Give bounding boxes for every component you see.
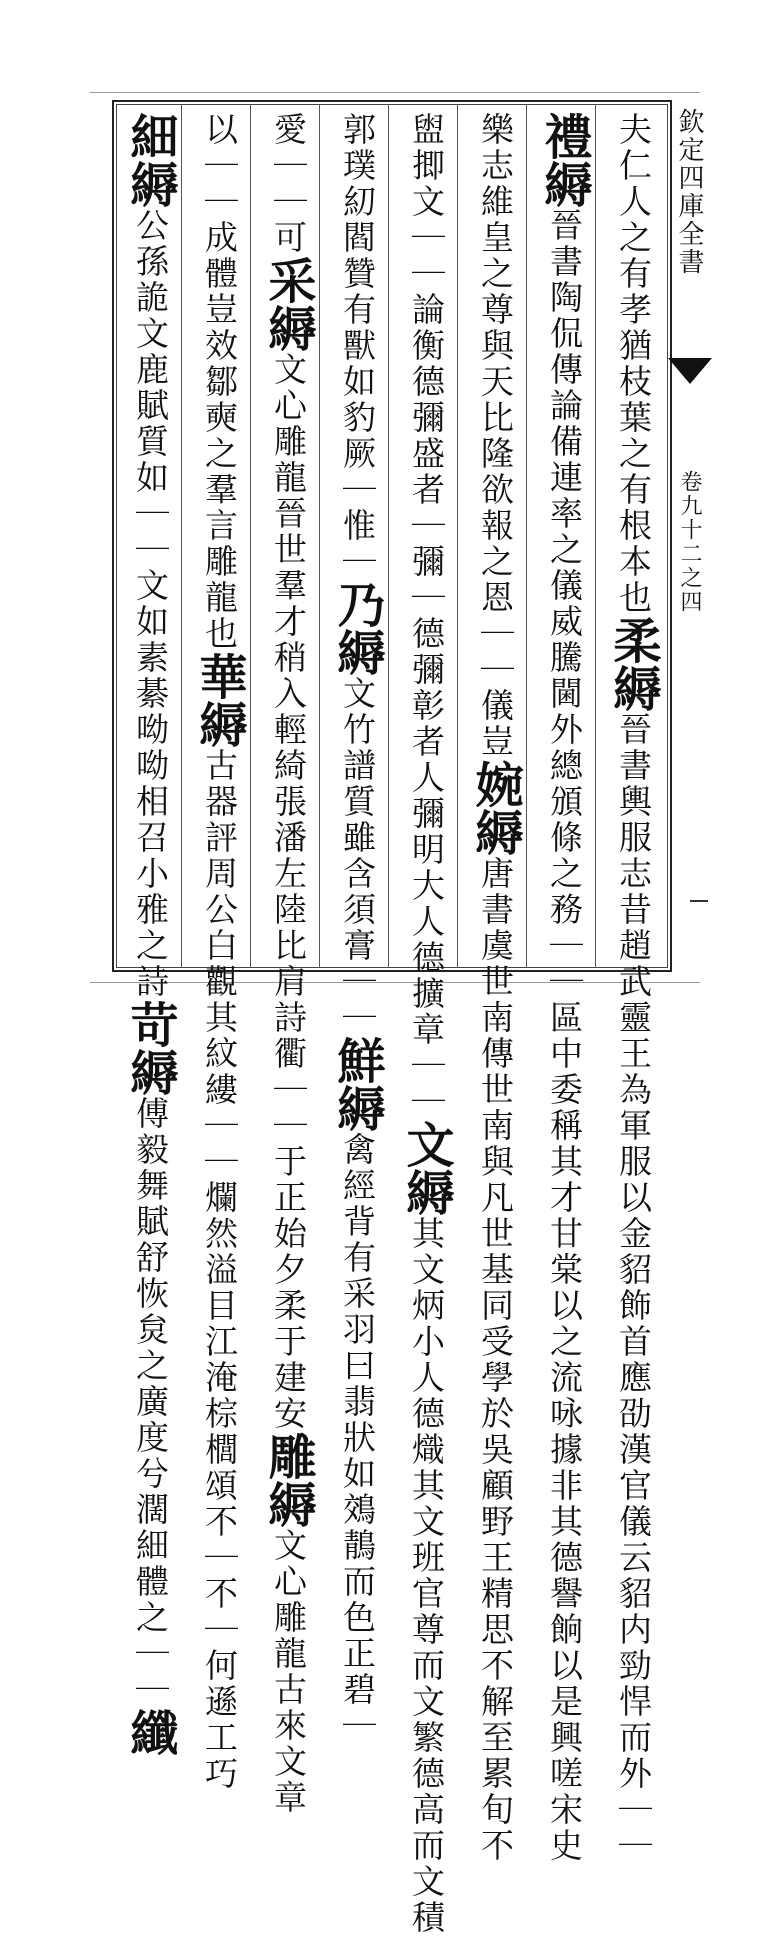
- column-rule: [181, 104, 182, 968]
- entry-heading: 乃縟: [329, 580, 385, 676]
- entry-text: 古器評周公白觀其紋縷｜｜爛然溢目江淹棕櫚頌不｜不｜何遜工巧: [200, 748, 239, 1792]
- entry-text: 傅毅舞賦舒恢炱之廣度兮濶細體之｜｜: [131, 1096, 170, 1708]
- entry-text: 愛｜｜可: [269, 112, 308, 256]
- text-column-1: [604, 112, 662, 1864]
- text-column-7: [190, 112, 248, 1792]
- text-column-3: [466, 112, 524, 1864]
- entry-heading: 婉縟: [467, 760, 523, 856]
- entry-text: 郭璞糿閻贊有獸如豹厥｜惟｜: [338, 112, 377, 580]
- entry-text: 以｜｜成體豈效鄒奭之羣言雕龍也: [200, 112, 239, 652]
- fish-dash-mark: [690, 900, 708, 902]
- entry-heading: 文縟: [398, 1120, 454, 1216]
- entry-text: 樂志維皇之尊與天比隆欲報之恩｜｜儀豈: [476, 112, 515, 760]
- fish-tail-mark: [668, 358, 712, 384]
- entry-text: 文心雕龍晉世羣才稍入輕綺張潘左陸比肩詩衢｜｜于正始夕柔于建安: [269, 352, 308, 1432]
- entry-heading: 纖: [122, 1708, 178, 1756]
- running-title: 欽定四庫全書: [674, 108, 704, 276]
- column-rule: [250, 104, 251, 968]
- bottom-deco-line: [90, 982, 700, 983]
- text-column-4: [397, 112, 455, 1936]
- entry-text: 禽經背有采羽曰翡狀如鵁鶄而色正碧｜: [338, 1132, 377, 1744]
- entry-heading: 苛縟: [122, 1000, 178, 1096]
- text-column-8: [121, 112, 179, 1756]
- entry-heading: 采縟: [260, 256, 316, 352]
- entry-text: 盥揤文｜｜論衡德彌盛者｜彌｜德彌彰者人彌明大人德擴章｜｜: [407, 112, 446, 1120]
- entry-text: 其文炳小人德熾其文班官尊而文繁德高而文積: [407, 1216, 446, 1936]
- column-rule: [319, 104, 320, 968]
- text-column-6: [259, 112, 317, 1816]
- entry-text: 唐書虞世南傳世南與凡世基同受學於吳顧野王精思不解至累旬不: [476, 856, 515, 1864]
- column-rule: [595, 104, 596, 968]
- entry-text: 公孫詭文鹿賦質如｜｜文如素綦呦呦相召小雅之詩: [131, 208, 170, 1000]
- text-column-5: [328, 112, 386, 1744]
- entry-heading: 柔縟: [605, 616, 661, 712]
- entry-heading: 細縟: [122, 112, 178, 208]
- entry-heading: 雕縟: [260, 1432, 316, 1528]
- column-rule: [388, 104, 389, 968]
- entry-heading: 鮮縟: [329, 1036, 385, 1132]
- text-column-2: [535, 112, 593, 1864]
- column-rule: [457, 104, 458, 968]
- entry-heading: 禮縟: [536, 112, 592, 208]
- entry-text: 文心雕龍古來文章: [269, 1528, 308, 1816]
- entry-text: 晉書輿服志昔趙武靈王為軍服以金貂飾首應劭漢官儀云貂内勁悍而外｜｜: [614, 712, 653, 1864]
- entry-text: 文竹譜質雖含須膏｜｜: [338, 676, 377, 1036]
- volume-label: 卷九十二之四: [677, 470, 702, 614]
- entry-text: 晉書陶侃傳論備連率之儀威騰閫外總頒條之務｜｜區中委稱其才甘棠以之流咏據非其德譽餉以是興嗟宋史: [545, 208, 584, 1864]
- entry-heading: 華縟: [191, 652, 247, 748]
- entry-text: 夫仁人之有孝猶枝葉之有根本也: [614, 112, 653, 616]
- column-rule: [526, 104, 527, 968]
- top-deco-line: [90, 92, 700, 93]
